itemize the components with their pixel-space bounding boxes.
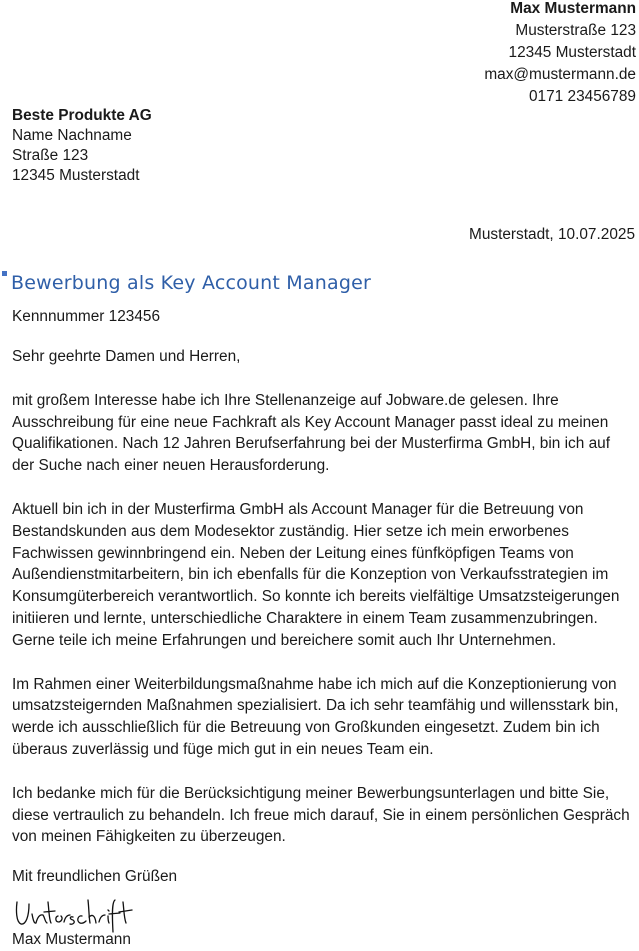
subject-line: [2, 268, 371, 294]
closing-phrase: Mit freundlichen Grüßen: [12, 868, 178, 885]
body-paragraph-2: Aktuell bin ich in der Musterfirma GmbH als Account Manager für die Betreuung von Bestandskunden aus dem Modesektor zuständig. Hier setze ich mein erworbenes Fachwissen gewinnbringend ein. Neben der Leitung eines fünfköpfigen Teams von Außendienstmitarbeitern, bin ich ebenfalls für die Konzeption von Verkaufsstrategien im Konsumgüterbereich verantwortlich. So konnte ich bereits vielfältige Umsatzsteigerungen initiieren und lernte, unterschiedliche Charaktere in einem Team zusammenzubringen. Gerne teile ich meine Erfahrungen und bereichere somit auch Ihr Unternehmen.: [12, 500, 620, 649]
sender-name: Max Mustermann: [510, 0, 636, 17]
body-paragraph-3: Im Rahmen einer Weiterbildungsmaßnahme habe ich mich auf die Konzeptionierung von umsatzsteigernden Maßnahmen spezialisiert. Da ich sehr teamfähig und willensstark bin, werde ich ausschließlich für die Betreuung von Großkunden eingesetzt. Zudem bin ich überaus zuverlässig und füge mich gut in ein neues Team ein.: [12, 675, 619, 758]
signature-image: [12, 894, 137, 936]
signed-name: Max Mustermann: [12, 931, 131, 948]
letter-date: Musterstadt, 10.07.2025: [469, 226, 635, 243]
body-paragraph-1: mit großem Interesse habe ich Ihre Stellenanzeige auf Jobware.de gelesen. Ihre Ausschreibung für eine neue Fachkraft als Key Account Manager passt ideal zu meinen Qualifikationen. Nach 12 Jahren Berufserfahrung bei der Musterfirma GmbH, bin ich auf der Suche nach einer neuen Herausforderung.: [12, 391, 610, 475]
salutation: Sehr geehrte Damen und Herren,: [12, 348, 241, 365]
recipient-block: [12, 106, 152, 186]
recipient-street: Straße 123: [12, 147, 89, 164]
sender-phone: 0171 23456789: [529, 88, 636, 105]
sender-email: max@mustermann.de: [484, 66, 636, 83]
sender-block: [484, 0, 636, 108]
body-paragraph-4: Ich bedanke mich für die Berücksichtigung meiner Bewerbungsunterlagen und bitte Sie, diese vertraulich zu behandeln. Ich freue mich darauf, Sie in einem persönlichen Gespräch von meinen Fähigkeiten zu überzeugen.: [12, 784, 630, 846]
sender-street: Musterstraße 123: [515, 22, 636, 39]
sender-city: 12345 Musterstadt: [508, 44, 636, 61]
recipient-contact: Name Nachname: [12, 127, 132, 144]
recipient-company: Beste Produkte AG: [12, 107, 152, 124]
reference-number: Kennnummer 123456: [12, 308, 161, 325]
letter-body: [12, 346, 634, 870]
subject-heading: Bewerbung als Key Account Manager: [11, 272, 371, 294]
paragraph-marker-icon: [2, 271, 7, 276]
recipient-city: 12345 Musterstadt: [12, 167, 140, 184]
